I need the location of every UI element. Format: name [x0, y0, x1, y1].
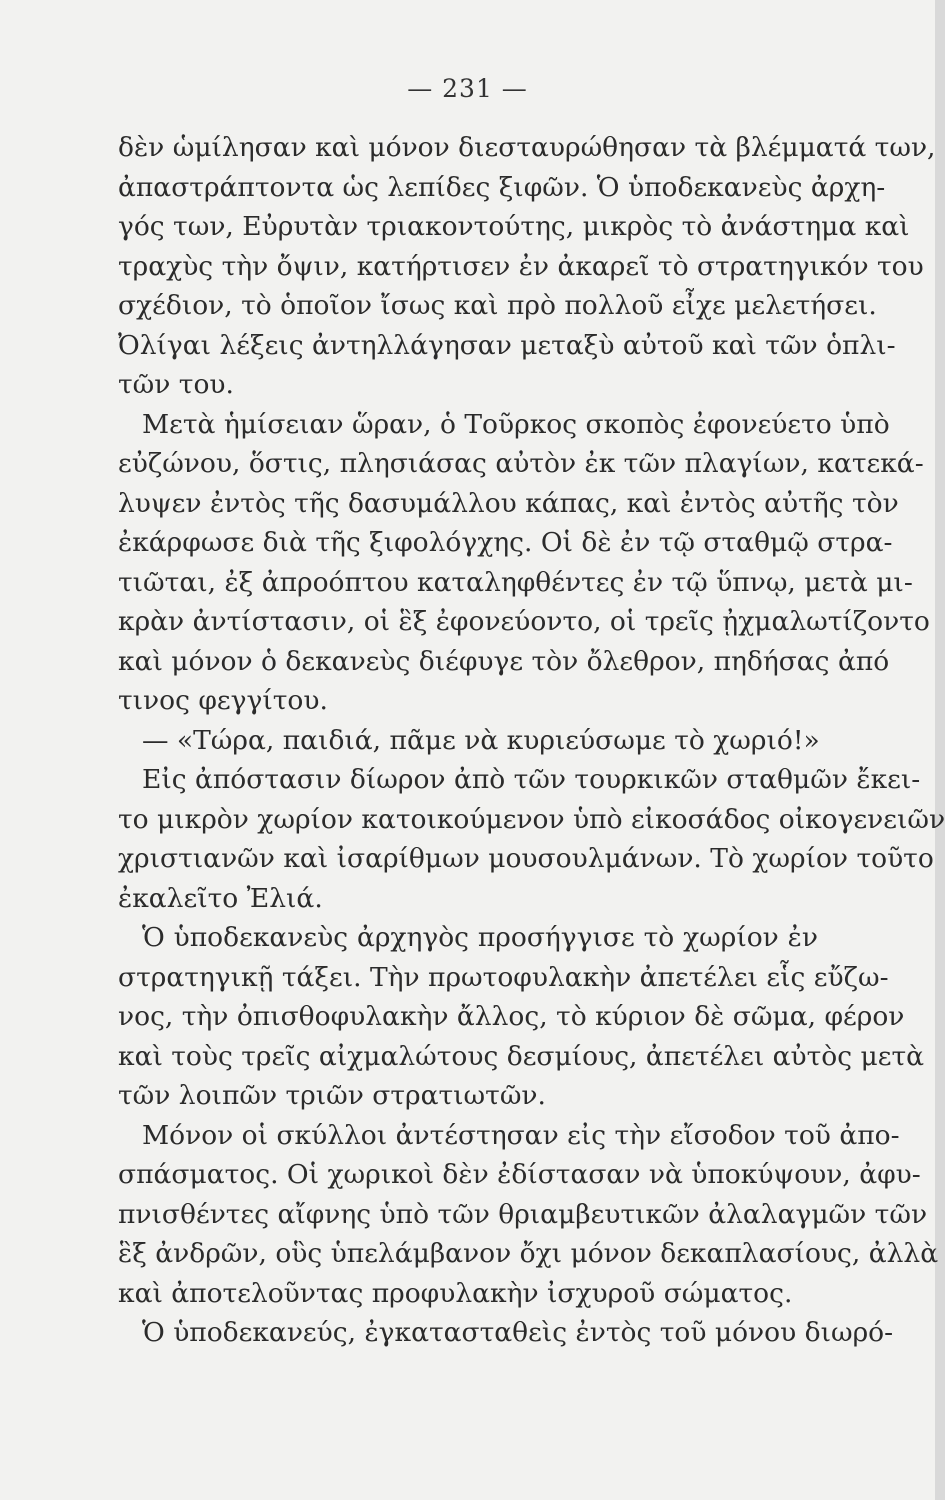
text-line: χριστιανῶν καὶ ἰσαρίθμων μουσουλμάνων. Τὸ χωρίον τοῦτο [118, 843, 934, 874]
text-line: σπάσματος. Οἱ χωρικοὶ δὲν ἐδίστασαν νὰ ὑποκύψουν, ἀφυ- [118, 1159, 921, 1190]
text-line: εὐζώνου, ὅστις, πλησιάσας αὐτὸν ἐκ τῶν πλαγίων, κατεκά- [118, 448, 924, 479]
text-line: λυψεν ἐντὸς τῆς δασυμάλλου κάπας, καὶ ἐντὸς αὐτῆς τὸν [118, 487, 899, 519]
text-line: τραχὺς τὴν ὄψιν, κατήρτισεν ἐν ἀκαρεῖ τὸ στρατηγικόν του [118, 250, 924, 282]
text-line: νος, τὴν ὀπισθοφυλακὴν ἄλλος, τὸ κύριον δὲ σῶμα, φέρον [118, 1001, 905, 1032]
text-line: Ὀλίγαι λέξεις ἀντηλλάγησαν μεταξὺ αὐτοῦ καὶ τῶν ὁπλι- [118, 329, 896, 361]
text-line: ἀπαστράπτοντα ὡς λεπίδες ξιφῶν. Ὁ ὑποδεκανεὺς ἀρχη- [118, 171, 886, 203]
text-line: Μόνον οἱ σκύλλοι ἀντέστησαν εἰς τὴν εἴσοδον τοῦ ἀπο- [142, 1119, 900, 1151]
text-line: καὶ τοὺς τρεῖς αἰχμαλώτους δεσμίους, ἀπετέλει αὐτὸς μετὰ [118, 1040, 925, 1072]
text-line: τινος φεγγίτου. [118, 685, 328, 716]
text-line: Ὁ ὑποδεκανεὺς ἀρχηγὸς προσήγγισε τὸ χωρίον ἐν [142, 922, 818, 953]
text-line: δὲν ὡμίλησαν καὶ μόνον διεσταυρώθησαν τὰ βλέμματά των, [118, 132, 936, 163]
text-line: καὶ μόνον ὁ δεκανεὺς διέφυγε τὸν ὄλεθρον, πηδήσας ἀπό [118, 645, 890, 677]
text-line: ἓξ ἀνδρῶν, οὓς ὑπελάμβανον ὄχι μόνον δεκαπλασίους, ἀλλὰ [118, 1238, 939, 1269]
text-line: Ὁ ὑποδεκανεύς, ἐγκατασταθεὶς ἐντὸς τοῦ μόνου διωρό- [142, 1317, 894, 1348]
text-line: κρὰν ἀντίστασιν, οἱ ἓξ ἐφονεύοντο, οἱ τρεῖς ᾐχμαλωτίζοντο [118, 606, 930, 637]
text-line: στρατηγικῇ τάξει. Τὴν πρωτοφυλακὴν ἀπετέλει εἷς εὔζω- [118, 961, 889, 993]
text-line: ἐκάρφωσε διὰ τῆς ξιφολόγχης. Οἱ δὲ ἐν τῷ σταθμῷ στρα- [118, 527, 893, 558]
text-line: Εἰς ἀπόστασιν δίωρον ἀπὸ τῶν τουρκικῶν σταθμῶν ἔκει- [142, 764, 921, 795]
text-line: καὶ ἀποτελοῦντας προφυλακὴν ἰσχυροῦ σώματος. [118, 1277, 793, 1309]
text-line: πνισθέντες αἴφνης ὑπὸ τῶν θριαμβευτικῶν ἀλαλαγμῶν τῶν [118, 1198, 928, 1230]
text-line: ἐκαλεῖτο Ἐλιά. [118, 882, 323, 914]
text-line: τῶν του. [118, 369, 234, 400]
body-text [118, 128, 945, 1353]
text-line: γός των, Εὐρυτὰν τριακοντούτης, μικρὸς τὸ ἀνάστημα καὶ [118, 211, 910, 242]
text-line: Μετὰ ἡμίσειαν ὥραν, ὁ Τοῦρκος σκοπὸς ἐφονεύετο ὑπὸ [142, 408, 890, 440]
text-line: τιῶται, ἐξ ἀπροόπτου καταληφθέντες ἐν τῷ ὕπνῳ, μετὰ μι- [118, 566, 913, 598]
text-line: σχέδιον, τὸ ὁποῖον ἴσως καὶ πρὸ πολλοῦ εἶχε μελετήσει. [118, 290, 877, 321]
text-line: — «Τώρα, παιδιά, πᾶμε νὰ κυριεύσωμε τὸ χωριό!» [142, 724, 820, 756]
text-line: τῶν λοιπῶν τριῶν στρατιωτῶν. [118, 1080, 546, 1111]
page-number: — 231 — [407, 74, 528, 103]
text-line: το μικρὸν χωρίον κατοικούμενον ὑπὸ εἰκοσάδος οἰκογενειῶν [118, 803, 945, 835]
